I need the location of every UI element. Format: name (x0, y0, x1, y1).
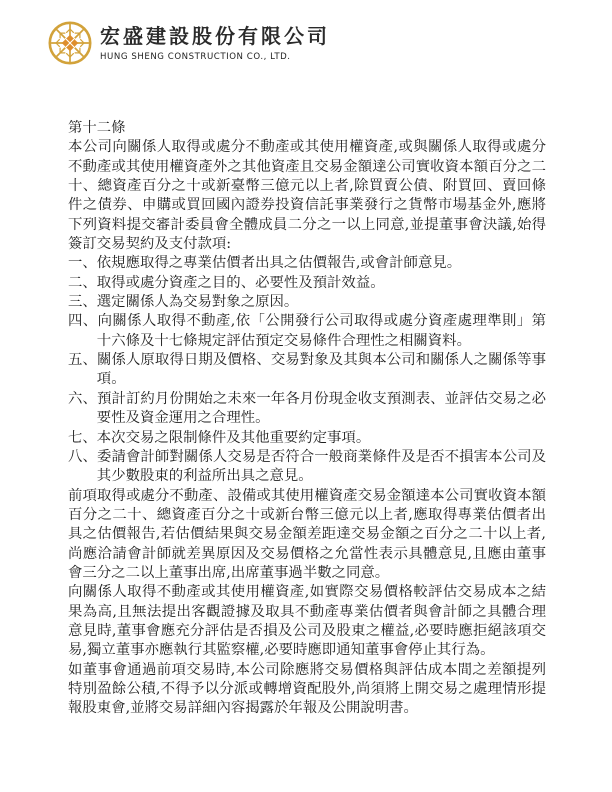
article-body (68, 119, 546, 719)
numbered-list (68, 254, 546, 486)
article-title: 第十二條 (68, 120, 126, 136)
list-item: 四、向關係人取得不動產,依「公開發行公司取得或處分資產處理準則」第十六條及十七條規定評估預定交易條件合理性之相關資料。 (68, 313, 546, 349)
paragraph-board-approval-handling: 如董事會通過前項交易時,本公司除應將交易價格與評估成本間之差額提列特別盈餘公積,不得予以分派或轉增資配股外,尚須將上開交易之處理情形提報股東會,並將交易詳細內容揭露於年報及公開說明書。 (68, 661, 546, 717)
company-name-english: HUNG SHENG CONSTRUCTION CO., LTD. (100, 52, 291, 62)
paragraph-higher-price-handling: 向關係人取得不動產或其使用權資產,如實際交易價格較評估交易成本之結果為高,且無法提出客觀證據及取具不動產專業估價者與會計師之具體合理意見時,董事會應充分評估是否損及公司及股東之權益,必要時應拒絕該項交易,獨立董事亦應執行其監察權,必要時應即通知董事會停止其行為。 (68, 584, 546, 659)
list-item: 三、選定關係人為交易對象之原因。 (68, 294, 299, 311)
list-item: 八、委請會計師對關係人交易是否符合一般商業條件及是否不損害本公司及其少數股東的利益所出具之意見。 (68, 448, 546, 485)
list-item: 七、本次交易之限制條件及其他重要約定事項。 (68, 429, 371, 446)
list-item: 一、依規應取得之專業估價者出具之估價報告,或會計師意見。 (68, 255, 462, 272)
list-item: 五、關係人原取得日期及價格、交易對象及其與本公司和關係人之關係等事項。 (68, 352, 546, 388)
list-item: 二、取得或處分資產之目的、必要性及預計效益。 (68, 274, 385, 291)
company-logo-icon (47, 20, 93, 66)
paragraph-appraisal-requirement: 前項取得或處分不動產、設備或其使用權資產交易金額達本公司實收資本額百分之二十、總資產百分之十或新台幣三億元以上者,應取得專業估價者出具之估價報告,若估價結果與交易金額差距達交易金額之百分之二十以上者,尚應洽請會計師就差異原因及交易價格之允當性表示具體意見,且應由董事會三分之二以上董事出席,出席董事過半數之同意。 (68, 487, 546, 581)
company-name-block (100, 20, 330, 62)
company-name-chinese: 宏盛建設股份有限公司 (100, 24, 330, 48)
list-item: 六、預計訂約月份開始之未來一年各月份現金收支預測表、並評估交易之必要性及資金運用之合理性。 (68, 390, 546, 427)
paragraph-intro: 本公司向關係人取得或處分不動產或其使用權資產,或與關係人取得或處分不動產或其使用權資產外之其他資產且交易金額達公司實收資本額百分之二十、總資產百分之十或新臺幣三億元以上者,除買賣公債、附買回、賣回條件之債券、申購或買回國內證券投資信託事業發行之貨幣市場基金外,應將下列資料提交審計委員會全體成員二分之一以上同意,並提董事會決議,始得簽訂交易契約及支付款項: (68, 139, 546, 253)
letterhead (47, 20, 330, 66)
